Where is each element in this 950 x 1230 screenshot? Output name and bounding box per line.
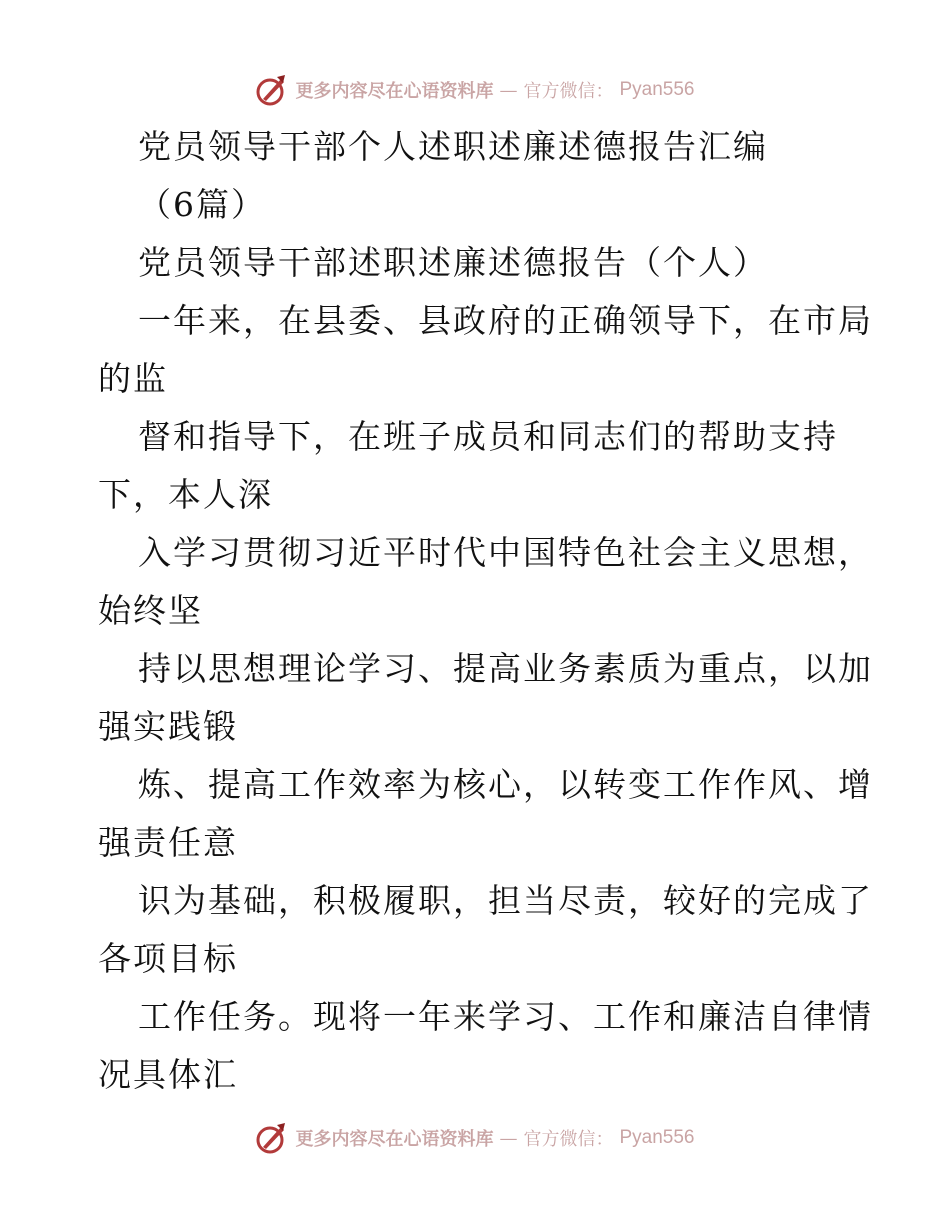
paragraph-line: 督和指导下，在班子成员和同志们的帮助支持	[138, 417, 838, 456]
paragraph-line: 一年来，在县委、县政府的正确领导下，在市局	[138, 301, 873, 340]
banner-main-text: 更多内容尽在心语资料库	[295, 1129, 494, 1150]
header-banner	[0, 72, 950, 108]
paragraph-line: 炼、提高工作效率为核心，以转变工作作风、增	[138, 765, 873, 804]
paragraph-line: 始终坚	[98, 591, 203, 630]
document-title: 党员领导干部个人述职述廉述德报告汇编	[138, 127, 768, 166]
quill-logo-icon	[255, 1121, 289, 1155]
footer-banner	[0, 1120, 950, 1156]
banner-wechat-label: 官方微信：	[523, 81, 614, 102]
paragraph-line: 入学习贯彻习近平时代中国特色社会主义思想，	[138, 533, 873, 572]
banner-wechat-label: 官方微信：	[523, 1129, 614, 1150]
paragraph-line: 的监	[98, 359, 168, 398]
quill-logo-icon	[255, 73, 289, 107]
paragraph-line: 况具体汇	[98, 1055, 238, 1094]
banner-dash: —	[499, 79, 518, 101]
paragraph-line: 持以思想理论学习、提高业务素质为重点，以加	[138, 649, 873, 688]
paragraph-line: 识为基础，积极履职，担当尽责，较好的完成了	[138, 881, 873, 920]
banner-dash: —	[499, 1127, 518, 1149]
banner-main-text: 更多内容尽在心语资料库	[295, 81, 494, 102]
paragraph-line: 各项目标	[98, 939, 238, 978]
banner-wechat-id: Pyan556	[619, 79, 695, 100]
section-heading: 党员领导干部述职述廉述德报告（个人）	[138, 243, 768, 282]
paragraph-line: 强责任意	[98, 823, 238, 862]
document-subtitle: （6篇）	[138, 185, 266, 224]
paragraph-line: 下，本人深	[98, 475, 273, 514]
paragraph-line: 强实践锻	[98, 707, 238, 746]
document-body	[98, 118, 873, 1104]
banner-wechat-id: Pyan556	[619, 1127, 695, 1148]
paragraph-line: 工作任务。现将一年来学习、工作和廉洁自律情	[138, 997, 873, 1036]
